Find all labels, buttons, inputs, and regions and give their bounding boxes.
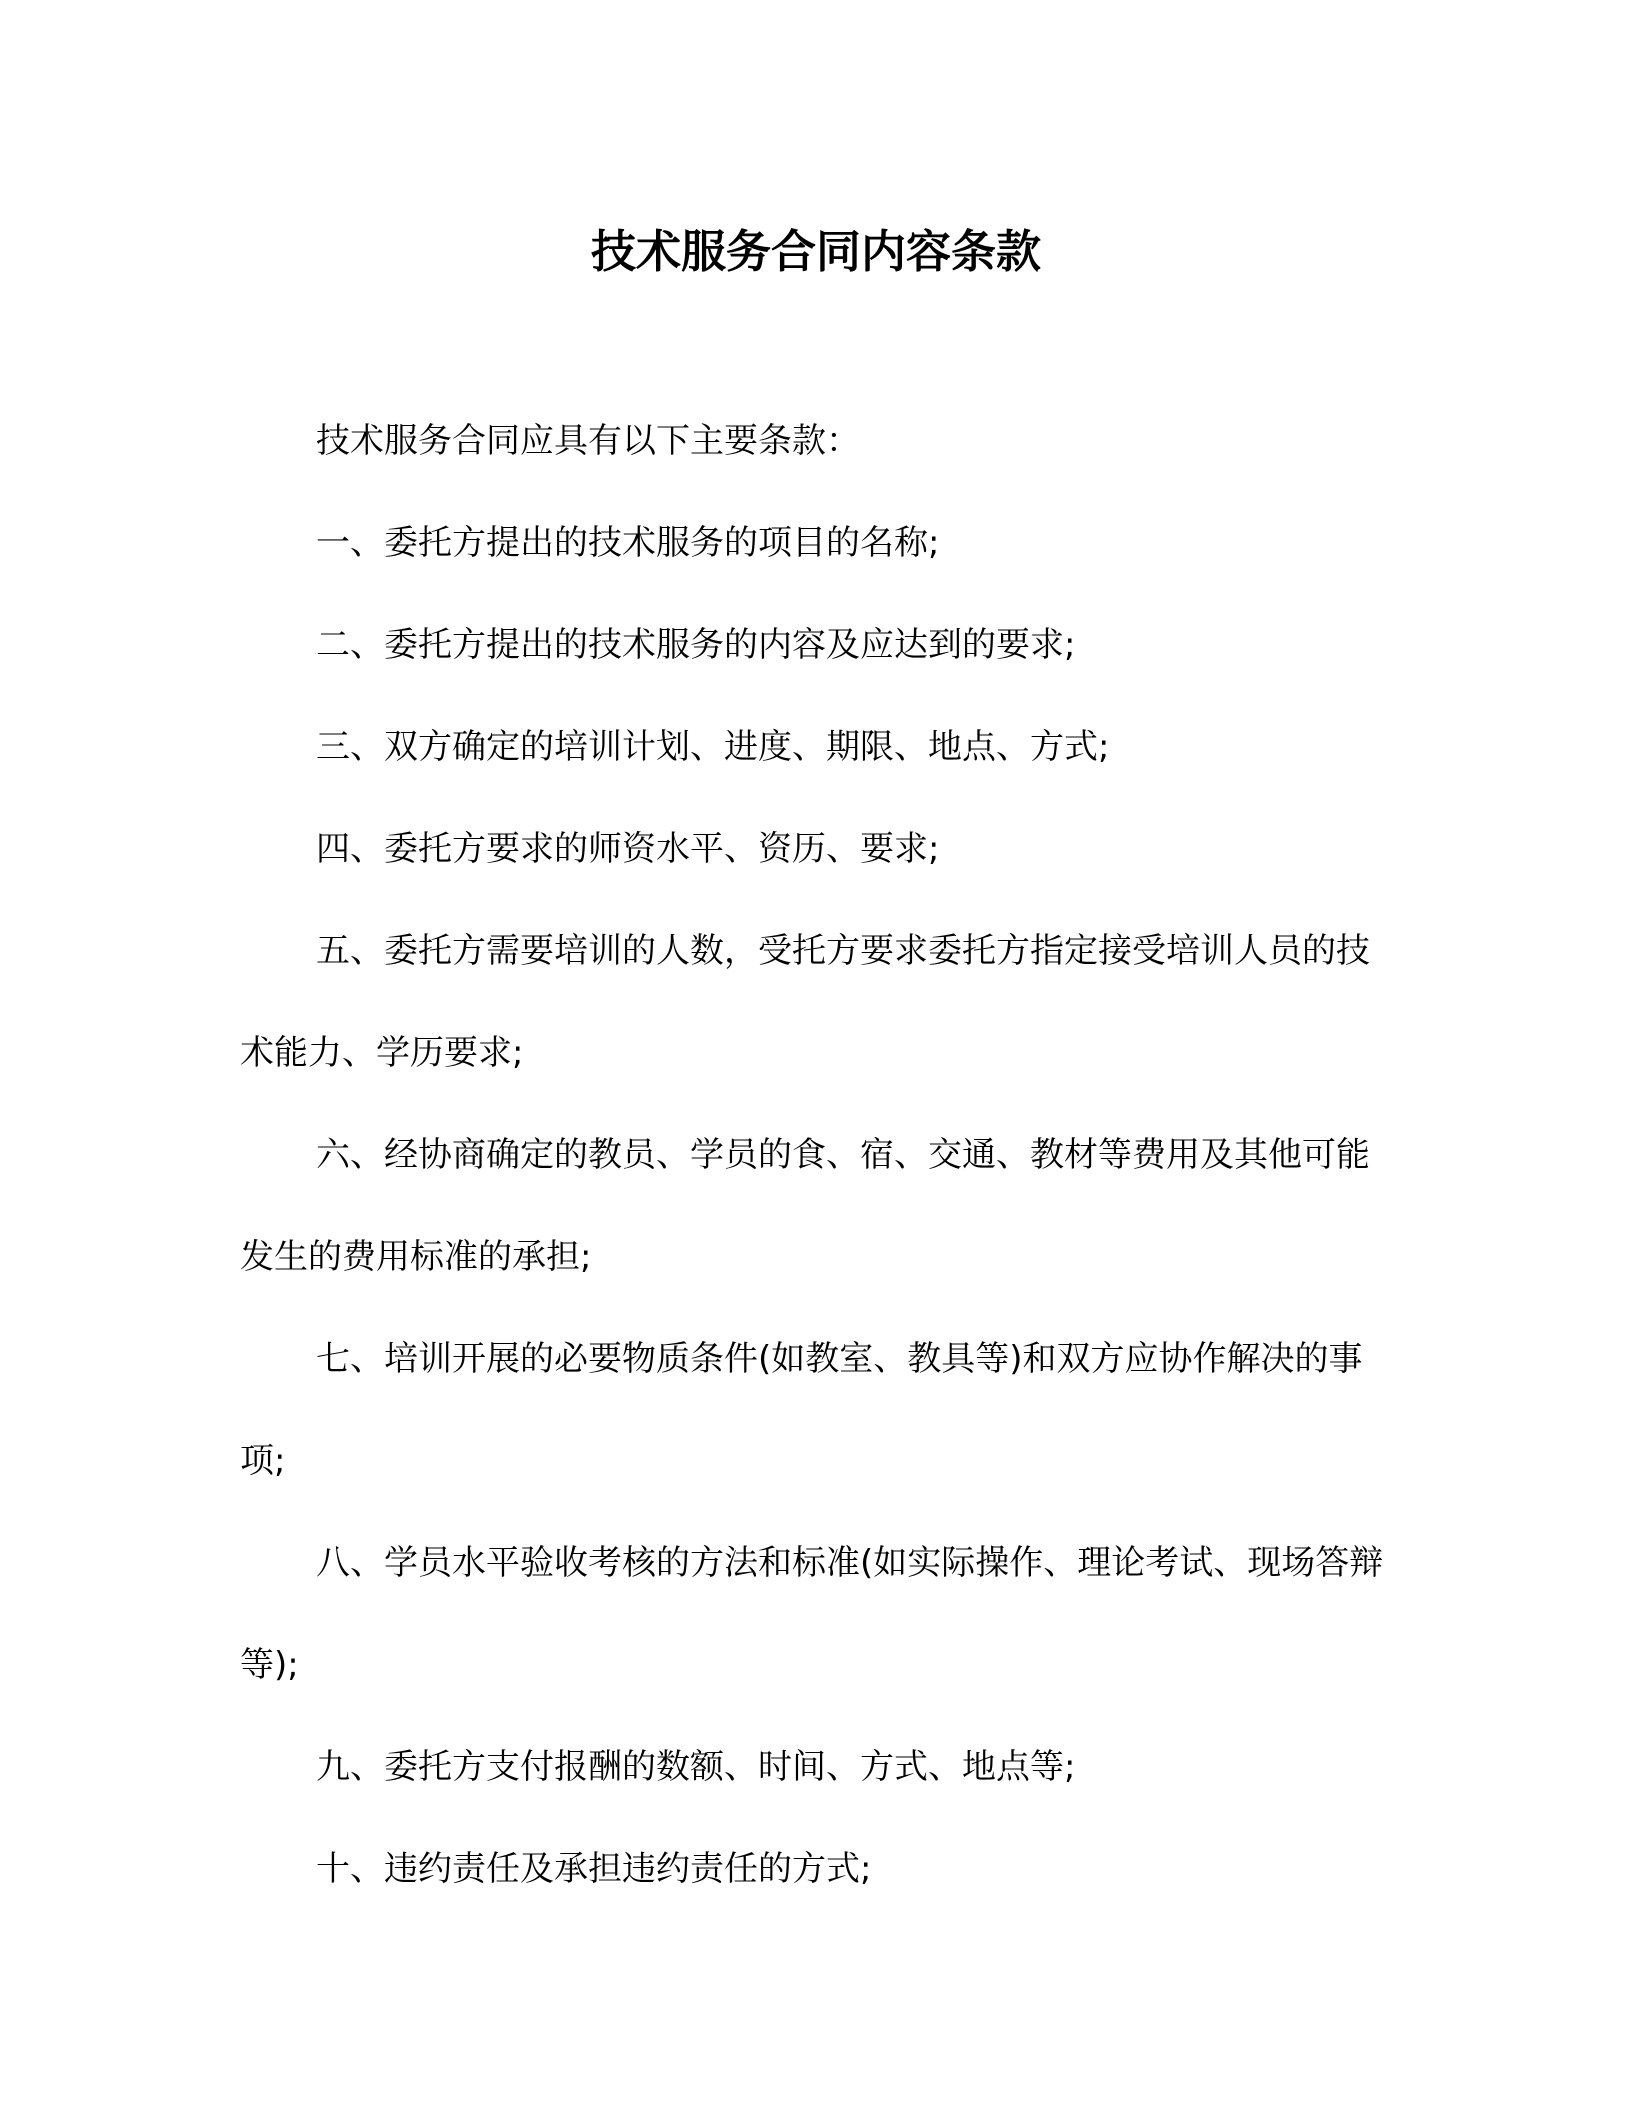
clause-7: 七、培训开展的必要物质条件(如教室、教具等)和双方应协作解决的事项;	[240, 1339, 1363, 1481]
clause-2: 二、委托方提出的技术服务的内容及应达到的要求;	[316, 625, 1076, 665]
clause-9: 九、委托方支付报酬的数额、时间、方式、地点等;	[316, 1747, 1076, 1787]
clause-4: 四、委托方要求的师资水平、资历、要求;	[316, 829, 940, 869]
clause-5: 五、委托方需要培训的人数，受托方要求委托方指定接受培训人员的技术能力、学历要求;	[240, 931, 1370, 1073]
document-body	[240, 390, 1392, 1920]
document-title: 技术服务合同内容条款	[590, 225, 1041, 278]
clause-10: 十、违约责任及承担违约责任的方式;	[316, 1849, 872, 1889]
clause-3: 三、双方确定的培训计划、进度、期限、地点、方式;	[316, 727, 1110, 767]
clause-1: 一、委托方提出的技术服务的项目的名称;	[316, 523, 940, 563]
intro-paragraph: 技术服务合同应具有以下主要条款：	[316, 421, 860, 461]
clause-8: 八、学员水平验收考核的方法和标准(如实际操作、理论考试、现场答辩等);	[240, 1543, 1384, 1685]
clause-6: 六、经协商确定的教员、学员的食、宿、交通、教材等费用及其他可能发生的费用标准的承担;	[240, 1135, 1370, 1277]
